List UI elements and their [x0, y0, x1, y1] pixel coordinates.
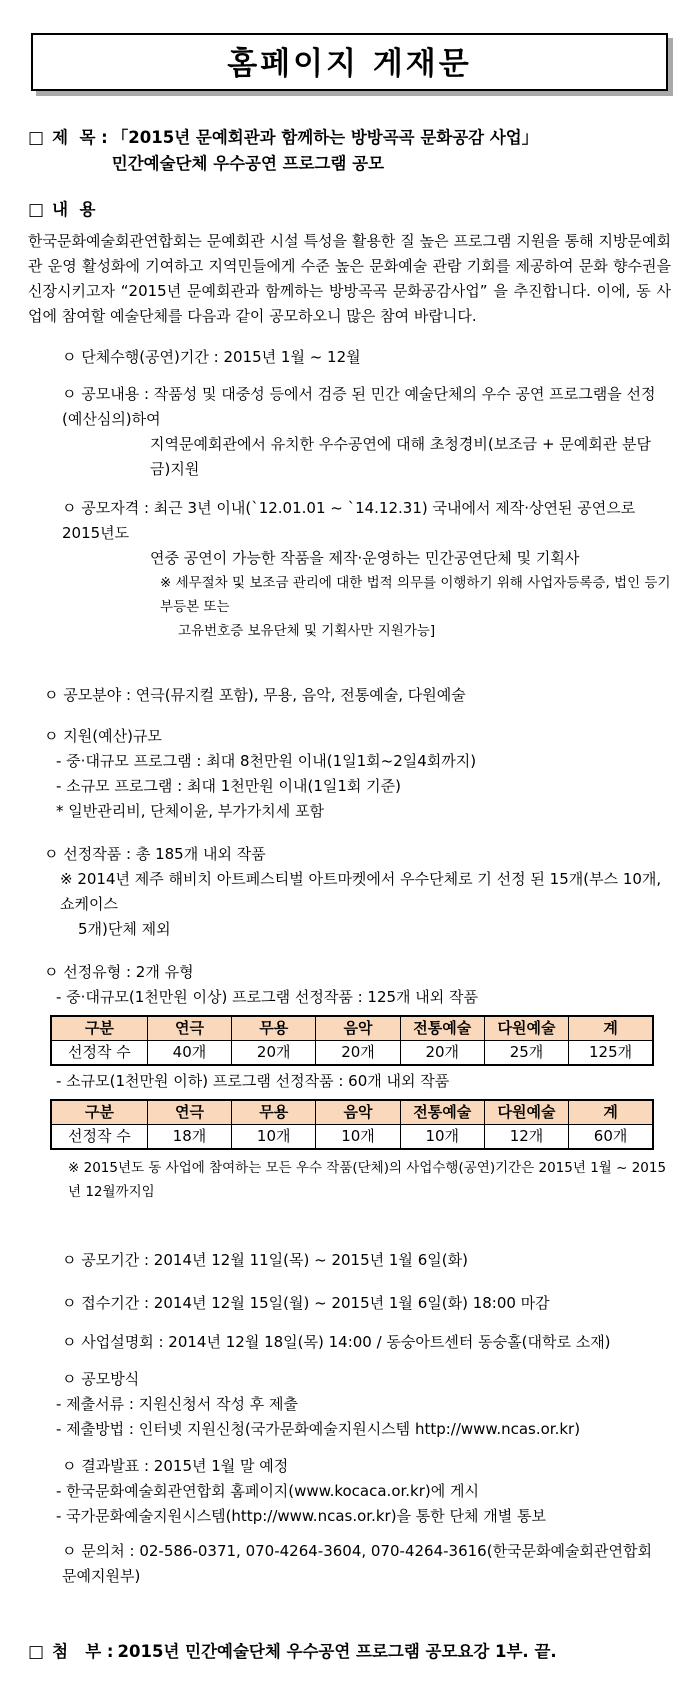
item-selected-note2: 5개)단체 제외 — [78, 920, 171, 938]
data-cell: 125개 — [569, 1041, 653, 1066]
item-receipt-period: ㅇ 접수기간 : 2014년 12월 15일(월) ~ 2015년 1월 6일(화) 18:00 마감 — [62, 1294, 550, 1312]
header-cell: 다원예술 — [484, 1100, 568, 1125]
item-budget-title: ㅇ 지원(예산)규모 — [44, 727, 162, 745]
data-cell: 25개 — [484, 1041, 568, 1066]
header-cell: 무용 — [232, 1100, 316, 1125]
header-cell: 연극 — [147, 1016, 231, 1041]
title-box — [31, 33, 668, 91]
item-selected-title: ㅇ 선정작품 : 총 185개 내외 작품 — [44, 845, 266, 863]
header-cell: 계 — [569, 1016, 653, 1041]
data-cell: 40개 — [147, 1041, 231, 1066]
item-briefing: ㅇ 사업설명회 : 2014년 12월 18일(목) 14:00 / 동숭아트센터 동숭홀(대학로 소재) — [62, 1333, 611, 1351]
table-header-row — [51, 1016, 653, 1041]
data-cell: 10개 — [232, 1125, 316, 1150]
attachment-text: 2015년 민간예술단체 우수공연 프로그램 공모요강 1부. 끝. — [117, 1642, 557, 1661]
data-cell: 12개 — [484, 1125, 568, 1150]
attachment-label: 첨 부 : — [52, 1642, 114, 1661]
document-page — [0, 33, 699, 1695]
item-qualification-note2: 고유번호증 보유단체 및 기획사만 지원가능] — [178, 623, 436, 639]
data-cell: 20개 — [232, 1041, 316, 1066]
header-cell: 연극 — [147, 1100, 231, 1125]
header-cell: 음악 — [316, 1100, 400, 1125]
item-contact: ㅇ 문의처 : 02-586-0371, 070-4264-3604, 070-4264-3616(한국문화예술회관연합회 문예지원부) — [62, 1542, 652, 1585]
item-result-line2: - 국가문화예술지원시스템(http://www.ncas.or.kr)을 통한 단체 개별 통보 — [56, 1507, 547, 1525]
data-cell: 60개 — [569, 1125, 653, 1150]
data-cell: 10개 — [400, 1125, 484, 1150]
item-method-line2: - 제출방법 : 인터넷 지원신청(국가문화예술지원시스템 http://www.ncas.or.kr) — [56, 1420, 581, 1438]
item-performance-period: ㅇ 단체수행(공연)기간 : 2015년 1월 ~ 12월 — [62, 348, 361, 366]
content-heading — [28, 197, 671, 223]
item-result-line1: - 한국문화예술회관연합회 홈페이지(www.kocaca.or.kr)에 게시 — [56, 1482, 480, 1500]
subject-label: 제 목 : — [52, 128, 108, 147]
item-qualification-line1: ㅇ 공모자격 : 최근 3년 이내(`12.01.01 ~ `14.12.31) 국내에서 제작·상연된 공연으로 2015년도 — [62, 499, 636, 542]
content-heading-label: 내 용 — [52, 200, 96, 219]
data-cell: 20개 — [400, 1041, 484, 1066]
row-label-cell: 선정작 수 — [51, 1125, 147, 1150]
table-data-row — [51, 1041, 653, 1066]
item-budget-line3: * 일반관리비, 단체이윤, 부가가치세 포함 — [56, 802, 324, 820]
table-small-caption: - 소규모(1천만원 이하) 프로그램 선정작품 : 60개 내외 작품 — [56, 1072, 450, 1090]
row-label-cell: 선정작 수 — [51, 1041, 147, 1066]
item-qualification-note1: ※ 세무절차 및 보조금 관리에 대한 법적 의무를 이행하기 위해 사업자등록증, 법인 등기부등본 또는 — [160, 575, 671, 615]
data-cell: 18개 — [147, 1125, 231, 1150]
square-marker-icon: □ — [28, 128, 45, 148]
header-cell: 전통예술 — [400, 1100, 484, 1125]
header-cell: 전통예술 — [400, 1016, 484, 1041]
data-cell: 10개 — [316, 1125, 400, 1150]
item-type-title: ㅇ 선정유형 : 2개 유형 — [44, 963, 194, 981]
item-selected-note1: ※ 2014년 제주 해비치 아트페스티벌 아트마켓에서 우수단체로 기 선정 된 15개(부스 10개, 쇼케이스 — [60, 870, 662, 913]
data-cell: 20개 — [316, 1041, 400, 1066]
item-method-title: ㅇ 공모방식 — [62, 1370, 140, 1388]
square-marker-icon: □ — [28, 1642, 45, 1662]
intro-paragraph: 한국문화예술회관연합회는 문예회관 시설 특성을 활용한 질 높은 프로그램 지원을 통해 지방문예회관 운영 활성화에 기여하고 지역민들에게 수준 높은 문화예술 관람 기회를 제공하여 문화 향수권을 신장시키고자 “2015년 문예회관과 함께하는 방방곡곡 문화공감사업” 을 추진합니다. 이에, 동 사업에 참여할 예술단체를 다음과 같이 공모하오니 많은 참여 바랍니다. — [28, 232, 671, 325]
item-method-line1: - 제출서류 : 지원신청서 작성 후 제출 — [56, 1395, 298, 1413]
header-cell: 구분 — [51, 1016, 147, 1041]
table-large-caption: - 중·대규모(1천만원 이상) 프로그램 선정작품 : 125개 내외 작품 — [56, 988, 479, 1006]
program-table-small — [50, 1099, 654, 1150]
item-content-line2: 지역문예회관에서 유치한 우수공연에 대해 초청경비(보조금 + 문예회관 분담금)지원 — [150, 435, 651, 478]
square-marker-icon: □ — [28, 200, 45, 220]
item-qualification-line2: 연중 공연이 가능한 작품을 제작·운영하는 민간공연단체 및 기획사 — [150, 549, 580, 567]
item-apply-period: ㅇ 공모기간 : 2014년 12월 11일(목) ~ 2015년 1월 6일(화) — [62, 1251, 468, 1269]
header-cell: 다원예술 — [484, 1016, 568, 1041]
item-field: ㅇ 공모분야 : 연극(뮤지컬 포함), 무용, 음악, 전통예술, 다원예술 — [44, 686, 466, 704]
attachment-line — [28, 1639, 671, 1665]
subject-title-line1: 「2015년 문예회관과 함께하는 방방곡곡 문화공감 사업」 — [111, 128, 539, 147]
header-cell: 무용 — [232, 1016, 316, 1041]
header-cell: 계 — [569, 1100, 653, 1125]
program-table-large — [50, 1015, 654, 1066]
item-budget-line2: - 소규모 프로그램 : 최대 1천만원 이내(1일1회 기준) — [56, 777, 401, 795]
item-result-title: ㅇ 결과발표 : 2015년 1월 말 예정 — [62, 1457, 289, 1475]
table-header-row — [51, 1100, 653, 1125]
header-cell: 음악 — [316, 1016, 400, 1041]
item-content-line1: ㅇ 공모내용 : 작품성 및 대중성 등에서 검증 된 민간 예술단체의 우수 공연 프로그램을 선정(예산심의)하여 — [62, 385, 656, 428]
table-footnote: ※ 2015년도 동 사업에 참여하는 모든 우수 작품(단체)의 사업수행(공연)기간은 2015년 1월 ~ 2015년 12월까지임 — [68, 1160, 667, 1200]
subject-title-line2: 민간예술단체 우수공연 프로그램 공모 — [111, 154, 385, 173]
table-data-row — [51, 1125, 653, 1150]
item-budget-line1: - 중·대규모 프로그램 : 최대 8천만원 이내(1일1회~2일4회까지) — [56, 752, 477, 770]
page-title: 홈페이지 게재문 — [227, 46, 472, 82]
subject-line — [28, 125, 671, 177]
header-cell: 구분 — [51, 1100, 147, 1125]
